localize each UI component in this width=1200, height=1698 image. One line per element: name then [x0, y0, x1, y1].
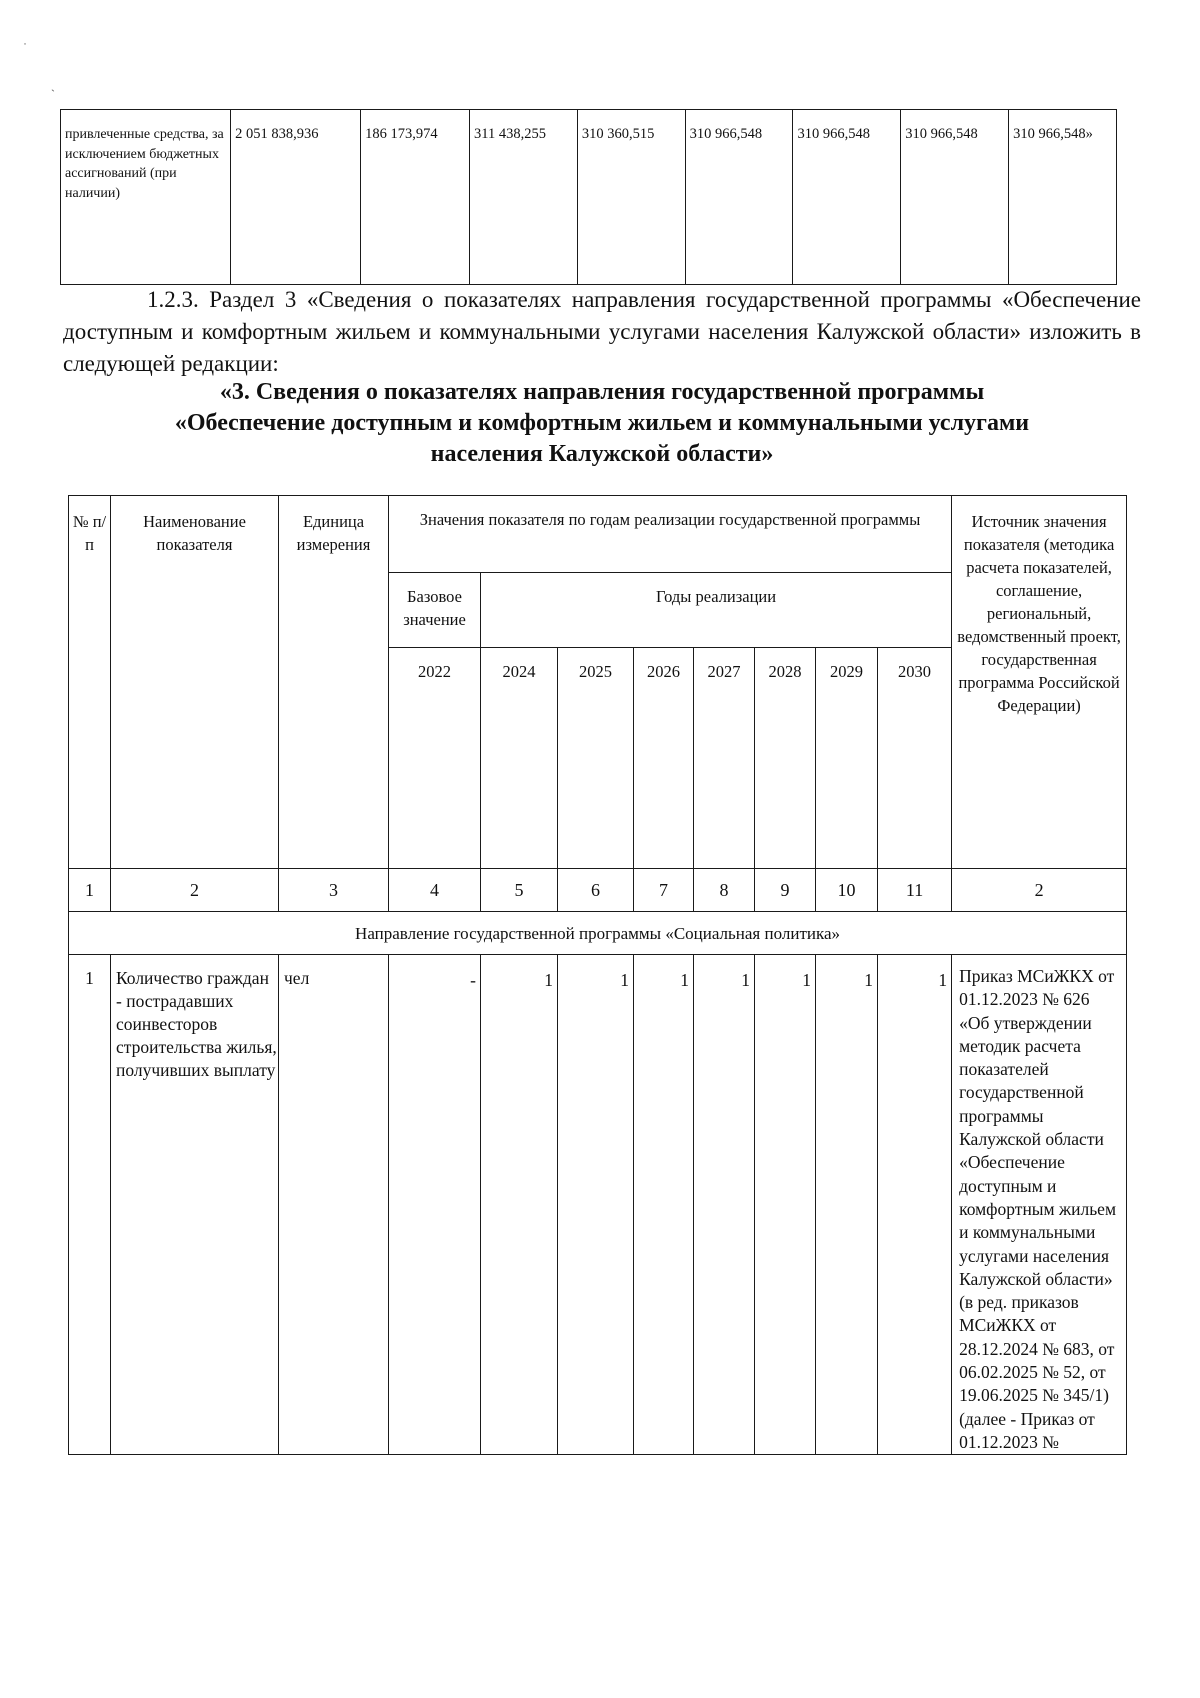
- col-header-year: 2028: [755, 648, 816, 869]
- column-number-row: [69, 869, 1127, 912]
- year-value: 1: [755, 955, 816, 1455]
- year-value: 1: [878, 955, 952, 1455]
- section-heading: [63, 377, 1141, 470]
- col-header-base: Базовое значение: [389, 573, 481, 648]
- section-title: Направление государственной программы «Социальная политика»: [69, 912, 1127, 955]
- col-header-num: № п/п: [69, 496, 111, 869]
- year-value: 1: [481, 955, 558, 1455]
- column-number: 4: [389, 869, 481, 912]
- table-row: [61, 110, 1117, 285]
- indicator-name: Количество граждан - пострадавших соинвесторов строительства жилья, получивших выплату: [111, 955, 279, 1455]
- intro-paragraph: 1.2.3. Раздел 3 «Сведения о показателях направления государственной программы «Обеспечение доступным и комфортным жильем и коммунальными услугами населения Калужской области» изложить в следующей редакции:: [63, 287, 1141, 376]
- column-number: 3: [279, 869, 389, 912]
- section-row: [69, 912, 1127, 955]
- header-row: [69, 496, 1127, 573]
- column-number: 2: [111, 869, 279, 912]
- base-value: -: [389, 955, 481, 1455]
- row-label: привлеченные средства, за исключением бюджетных ассигнований (при наличии): [61, 110, 231, 285]
- row-num: 1: [69, 955, 111, 1455]
- indicators-table: [68, 495, 1127, 1455]
- scan-mark: ˏ: [51, 78, 55, 92]
- column-number: 10: [816, 869, 878, 912]
- col-header-values: Значения показателя по годам реализации государственной программы: [389, 496, 952, 573]
- col-header-year: 2026: [634, 648, 694, 869]
- heading-line: населения Калужской области»: [430, 441, 774, 467]
- col-header-name: Наименование показателя: [111, 496, 279, 869]
- year-value: 1: [558, 955, 634, 1455]
- column-number: 2: [952, 869, 1127, 912]
- col-header-source: Источник значения показателя (методика расчета показателей, соглашение, региональный, ведомственный проект, государственная программа Российской Федерации): [952, 496, 1127, 869]
- col-header-year: 2027: [694, 648, 755, 869]
- column-number: 9: [755, 869, 816, 912]
- scan-mark: ˙: [23, 40, 27, 54]
- value-cell: 310 360,515: [577, 110, 685, 285]
- column-number: 6: [558, 869, 634, 912]
- indicator-source: Приказ МСиЖКХ от 01.12.2023 № 626 «Об утверждении методик расчета показателей государственной программы Калужской области «Обеспечение доступным и комфортным жильем и коммунальными услугами населения Калужской области» (в ред. приказов МСиЖКХ от 28.12.2024 № 683, от 06.02.2025 № 52, от 19.06.2025 № 345/1) (далее - Приказ от 01.12.2023 №: [952, 955, 1127, 1455]
- year-value: 1: [816, 955, 878, 1455]
- year-value: 1: [634, 955, 694, 1455]
- col-header-years: Годы реализации: [481, 573, 952, 648]
- col-header-base-year: 2022: [389, 648, 481, 869]
- value-cell: 311 438,255: [470, 110, 578, 285]
- col-header-year: 2030: [878, 648, 952, 869]
- year-value: 1: [694, 955, 755, 1455]
- heading-line: «3. Сведения о показателях направления государственной программы: [219, 379, 985, 405]
- indicator-unit: чел: [279, 955, 389, 1455]
- column-number: 11: [878, 869, 952, 912]
- heading-line: «Обеспечение доступным и комфортным жильем и коммунальными услугами: [174, 410, 1030, 436]
- column-number: 8: [694, 869, 755, 912]
- value-cell: 186 173,974: [361, 110, 470, 285]
- table-row: [69, 955, 1127, 1455]
- value-cell: 2 051 838,936: [231, 110, 361, 285]
- funding-table: [60, 109, 1117, 285]
- col-header-year: 2025: [558, 648, 634, 869]
- value-cell: 310 966,548: [685, 110, 793, 285]
- col-header-year: 2024: [481, 648, 558, 869]
- col-header-unit: Единица измерения: [279, 496, 389, 869]
- value-cell: 310 966,548»: [1009, 110, 1117, 285]
- col-header-year: 2029: [816, 648, 878, 869]
- column-number: 7: [634, 869, 694, 912]
- column-number: 5: [481, 869, 558, 912]
- value-cell: 310 966,548: [793, 110, 901, 285]
- value-cell: 310 966,548: [901, 110, 1009, 285]
- column-number: 1: [69, 869, 111, 912]
